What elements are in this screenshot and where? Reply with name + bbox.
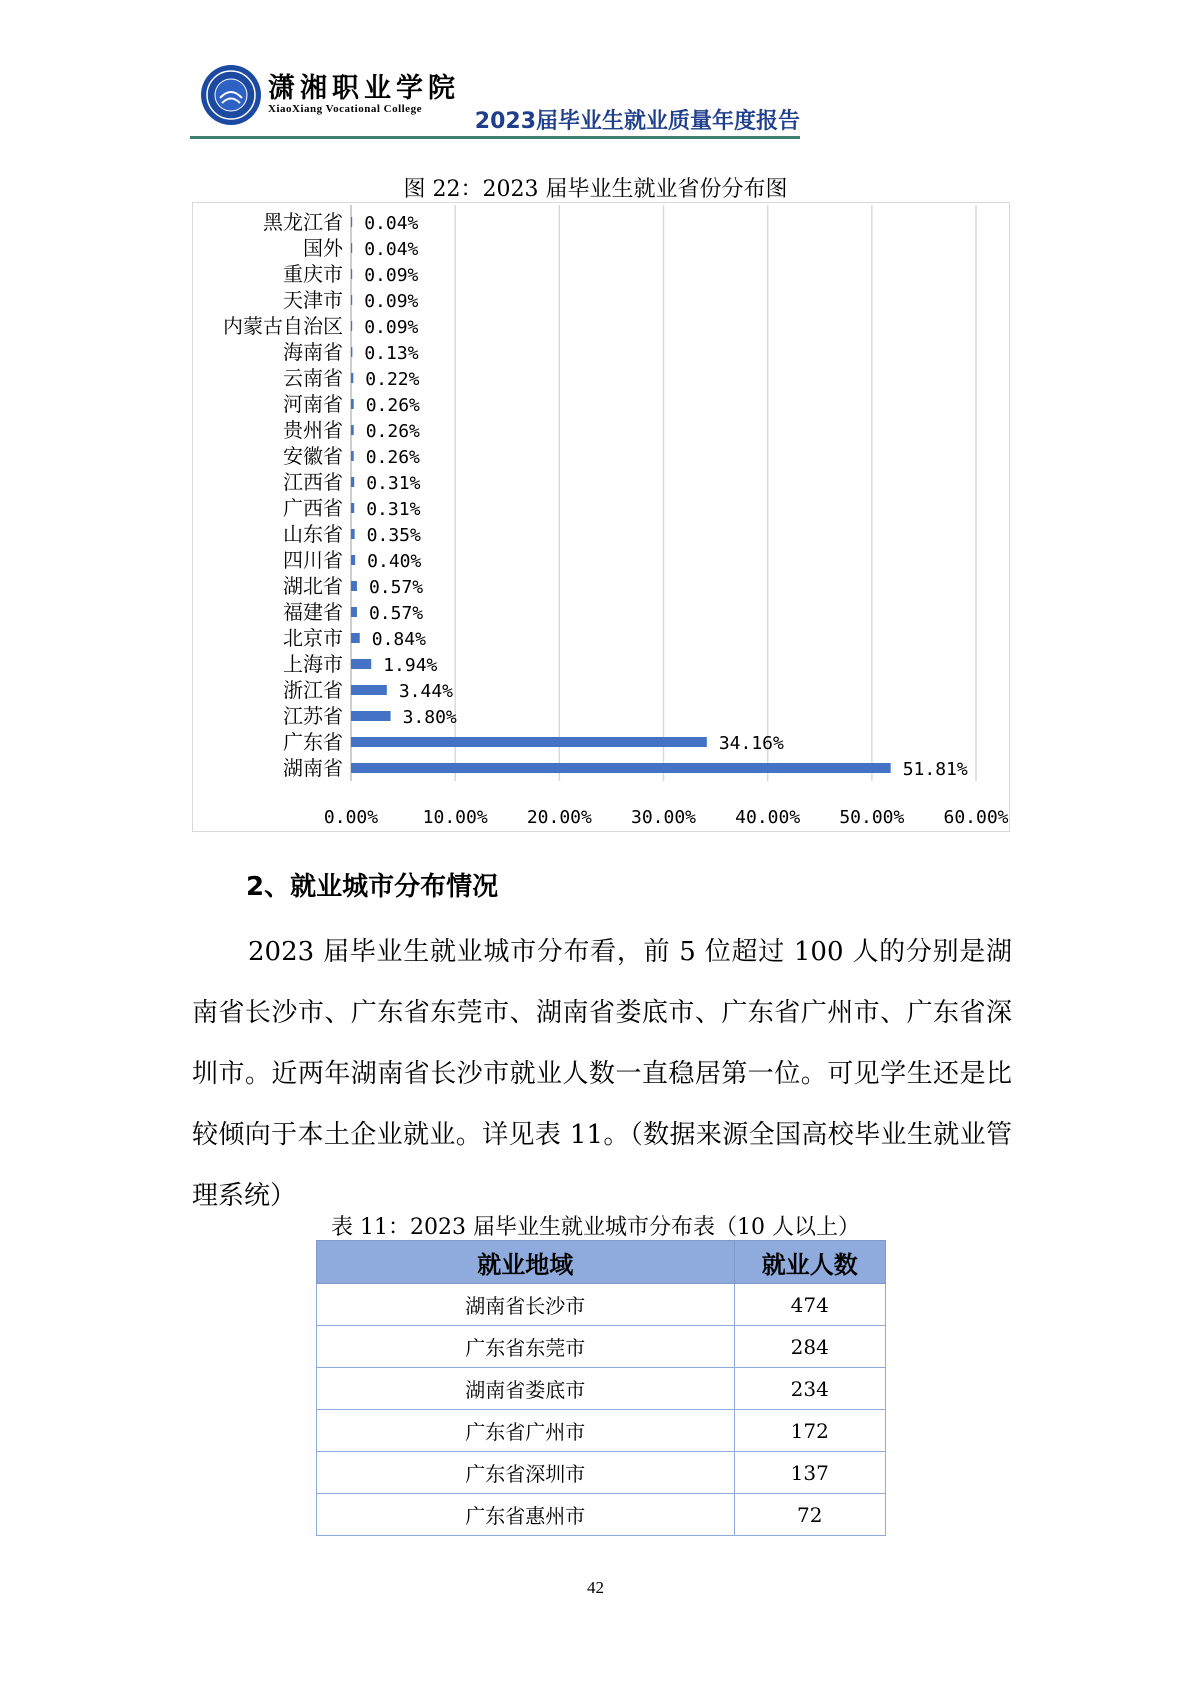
category-label: 内蒙古自治区 — [223, 314, 343, 338]
data-label: 3.80% — [402, 707, 457, 728]
bar — [351, 659, 371, 669]
data-label: 0.22% — [365, 369, 420, 390]
bar — [351, 217, 352, 227]
data-label: 0.09% — [364, 265, 419, 286]
table-row — [317, 1452, 886, 1494]
x-tick-label: 30.00% — [630, 807, 697, 828]
cell-region: 广东省广州市 — [317, 1410, 735, 1452]
column-header-count: 就业人数 — [734, 1241, 885, 1284]
data-label: 0.13% — [364, 343, 419, 364]
table-row — [317, 1368, 886, 1410]
category-label: 广西省 — [283, 496, 343, 520]
data-label: 0.31% — [366, 499, 421, 520]
x-tick-label: 20.00% — [526, 807, 592, 828]
bar — [351, 737, 707, 747]
x-tick-label: 60.00% — [943, 807, 1009, 828]
bar — [351, 607, 357, 617]
cell-count: 474 — [734, 1284, 885, 1326]
x-tick-label: 0.00% — [323, 807, 379, 828]
cell-count: 234 — [734, 1368, 885, 1410]
category-label: 四川省 — [283, 548, 343, 572]
province-distribution-chart — [192, 202, 1010, 832]
city-distribution-table — [316, 1240, 886, 1536]
school-name-en: XiaoXiang Vocational College — [268, 103, 422, 115]
data-label: 51.81% — [902, 759, 968, 780]
category-label: 福建省 — [283, 600, 343, 624]
bar — [351, 269, 352, 279]
data-label: 0.04% — [364, 213, 419, 234]
bar — [351, 685, 387, 695]
bar — [351, 347, 352, 357]
bar — [351, 321, 352, 331]
cell-region: 广东省东莞市 — [317, 1326, 735, 1368]
data-label: 0.04% — [364, 239, 419, 260]
data-label: 0.31% — [366, 473, 421, 494]
bar — [351, 633, 360, 643]
data-label: 0.57% — [368, 603, 424, 624]
bar — [351, 477, 354, 487]
category-label: 河南省 — [283, 392, 343, 416]
cell-region: 广东省深圳市 — [317, 1452, 735, 1494]
data-label: 3.44% — [398, 681, 454, 702]
cell-region: 广东省惠州市 — [317, 1494, 735, 1536]
data-label: 0.09% — [364, 291, 419, 312]
category-label: 上海市 — [283, 652, 343, 676]
bar — [351, 373, 353, 383]
category-label: 国外 — [303, 236, 343, 260]
bar — [351, 503, 354, 513]
table-header-row — [317, 1241, 886, 1284]
cell-count: 72 — [734, 1494, 885, 1536]
category-label: 黑龙江省 — [263, 210, 343, 234]
school-name-cn: 潇湘职业学院 — [268, 73, 460, 104]
data-label: 0.26% — [365, 395, 420, 416]
table-row — [317, 1494, 886, 1536]
section-heading: 2、就业城市分布情况 — [246, 872, 499, 902]
category-label: 安徽省 — [283, 444, 343, 468]
school-logo — [200, 64, 262, 126]
category-label: 江西省 — [283, 470, 343, 494]
data-label: 0.35% — [366, 525, 421, 546]
table-row — [317, 1284, 886, 1326]
data-label: 0.26% — [365, 447, 420, 468]
category-label: 北京市 — [283, 626, 343, 650]
category-label: 山东省 — [283, 522, 343, 546]
bar — [351, 451, 354, 461]
report-title: 2023届毕业生就业质量年度报告 — [474, 109, 800, 134]
cell-region: 湖南省长沙市 — [317, 1284, 735, 1326]
bar — [351, 555, 355, 565]
table-row — [317, 1326, 886, 1368]
bar — [351, 711, 391, 721]
category-label: 天津市 — [283, 288, 343, 312]
bar — [351, 529, 355, 539]
category-label: 贵州省 — [283, 418, 343, 442]
x-tick-label: 50.00% — [839, 807, 905, 828]
table-caption: 表 11：2023 届毕业生就业城市分布表（10 人以上） — [331, 1215, 860, 1240]
category-label: 海南省 — [283, 340, 343, 364]
bar — [351, 581, 357, 591]
x-tick-label: 40.00% — [735, 807, 801, 828]
category-label: 湖北省 — [283, 574, 343, 598]
chart-canvas — [193, 203, 1009, 831]
bar — [351, 243, 352, 253]
category-label: 浙江省 — [283, 678, 343, 702]
column-header-region: 就业地域 — [317, 1241, 735, 1284]
bar — [351, 295, 352, 305]
header-divider — [190, 136, 800, 139]
page-number: 42 — [587, 1578, 604, 1597]
data-label: 1.94% — [383, 655, 438, 676]
x-tick-label: 10.00% — [422, 807, 488, 828]
figure-caption: 图 22：2023 届毕业生就业省份分布图 — [403, 177, 788, 202]
bar — [351, 763, 891, 773]
category-label: 重庆市 — [283, 262, 343, 286]
cell-count: 137 — [734, 1452, 885, 1494]
bar — [351, 399, 354, 409]
data-label: 0.40% — [367, 551, 422, 572]
data-label: 0.84% — [371, 629, 426, 650]
cell-count: 284 — [734, 1326, 885, 1368]
cell-region: 湖南省娄底市 — [317, 1368, 735, 1410]
category-label: 湖南省 — [283, 756, 343, 780]
data-label: 0.57% — [368, 577, 424, 598]
category-label: 广东省 — [283, 730, 343, 754]
data-label: 34.16% — [718, 733, 784, 754]
cell-count: 172 — [734, 1410, 885, 1452]
data-label: 0.26% — [365, 421, 420, 442]
page-header — [190, 56, 800, 140]
category-label: 云南省 — [283, 366, 343, 390]
category-label: 江苏省 — [283, 704, 343, 728]
data-label: 0.09% — [364, 317, 419, 338]
body-paragraph: 2023 届毕业生就业城市分布看，前 5 位超过 100 人的分别是湖南省长沙市、广东省东莞市、湖南省娄底市、广东省广州市、广东省深圳市。近两年湖南省长沙市就业人数一直稳居第一位。可见学生还是比较倾向于本土企业就业。详见表 11。（数据来源全国高校毕业生就业管理系统） — [192, 937, 1012, 1211]
bar — [351, 425, 354, 435]
table-row — [317, 1410, 886, 1452]
